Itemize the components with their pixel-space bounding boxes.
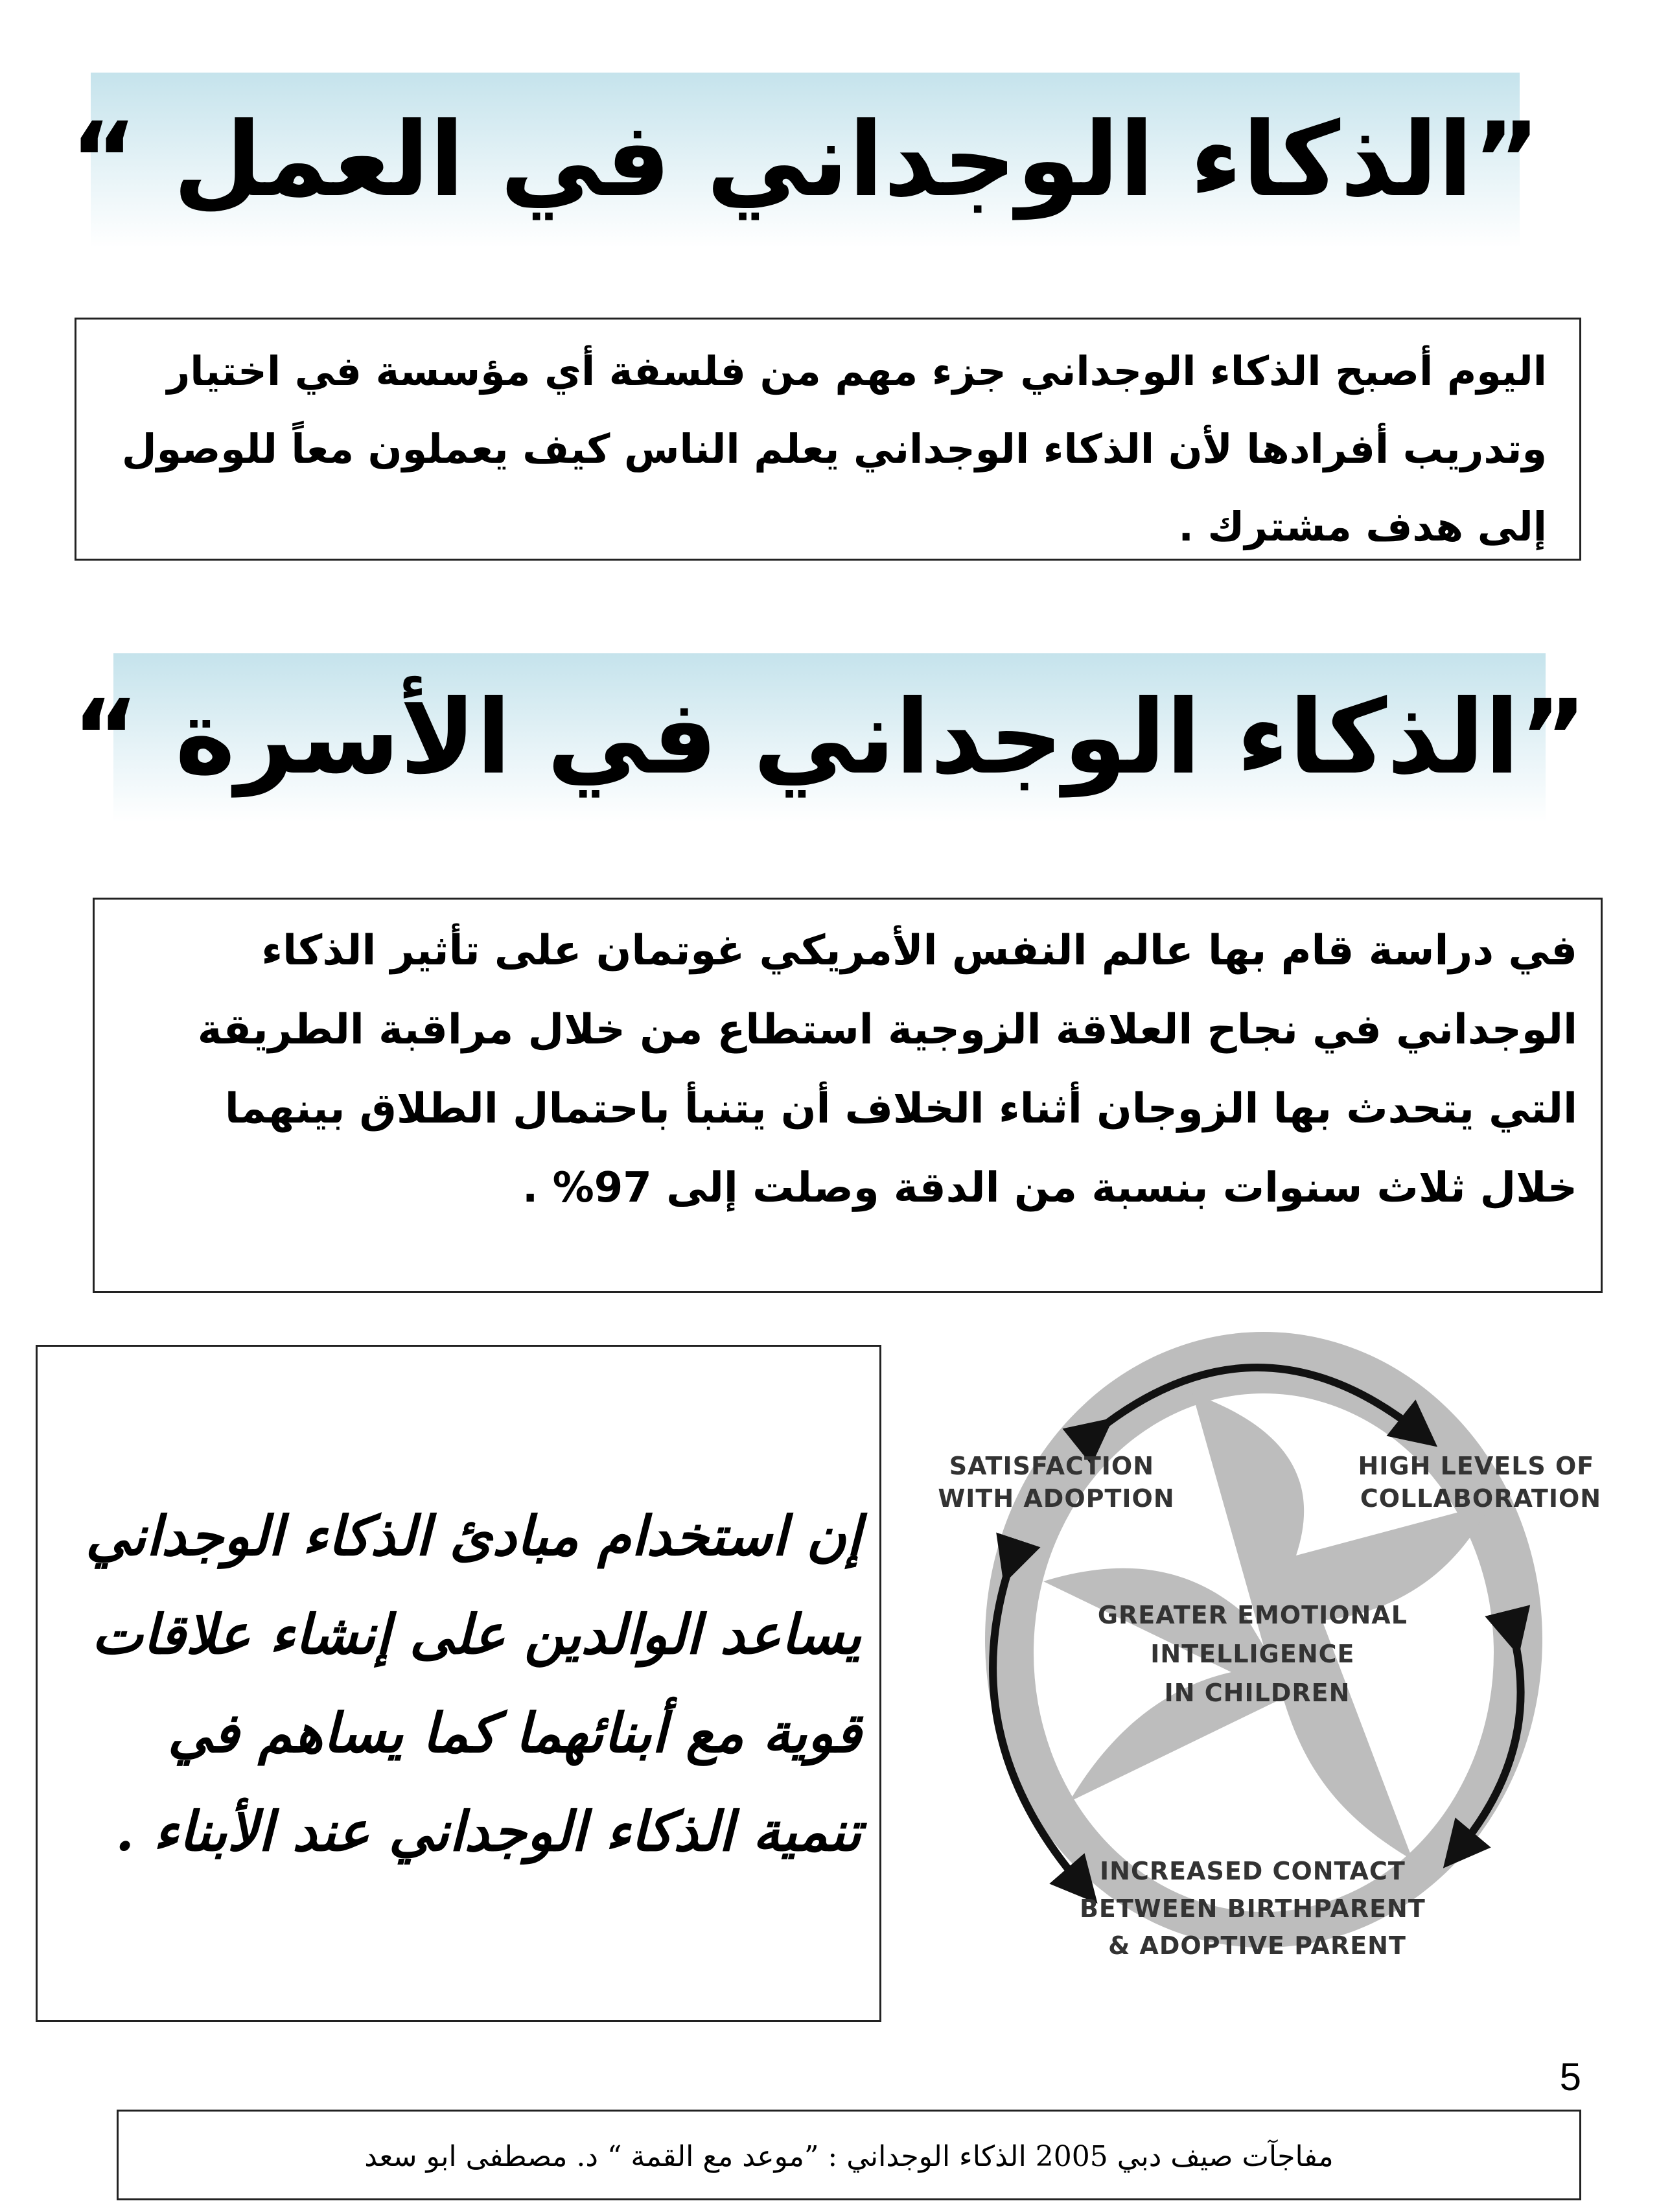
label-collaboration: HIGH LEVELS OF COLLABORATION [1358,1452,1602,1513]
footer-text: مفاجآت صيف دبي 2005 الذكاء الوجداني : ”موعد مع القمة “ د. مصطفى ابو سعد [364,2140,1334,2173]
principles-box [36,1345,881,2022]
label-satisfaction: SATISFACTION WITH ADOPTION [938,1452,1175,1513]
principles-paragraph: إن استخدام مبادئ الذكاء الوجداني يساعد الوالدين على إنشاء علاقات قوية مع أبنائهما كما يساهم في تنمية الذكاء الوجداني عند الأبناء . [86,1503,861,1863]
family-paragraph: في دراسة قام بها عالم النفس الأمريكي غوتمان على تأثير الذكاء الوجداني في نجاح العلاقة الزوجية استطاع من خلال مراقبة الطريقة التي يتحدث بها الزوجان أثناء الخلاف أن يتنبأ باحتمال الطلاق بينهما خلال ثلاث سنوات بنسبة من الدقة وصلت إلى 97% . [197,927,1577,1212]
adoption-cycle-diagram [938,1309,1602,1960]
banner-work-title: ”الذكاء الوجداني في العمل “ [70,100,1540,220]
work-paragraph: اليوم أصبح الذكاء الوجداني جزء مهم من فلسفة أي مؤسسة في اختيار وتدريب أفرادها لأن الذكاء الوجداني يعلم الناس كيف يعملون معاً للوصول إلى هدف مشترك . [121,347,1547,550]
page-number: 5 [1559,2055,1581,2099]
label-contact: INCREASED CONTACT BETWEEN BIRTHPARENT & ADOPTIVE PARENT [1079,1857,1426,1960]
footer-box [117,2110,1581,2200]
banner-family [72,653,1587,822]
work-paragraph-box [75,318,1581,561]
banner-work [70,73,1540,248]
banner-family-title: ”الذكاء الوجداني في الأسرة “ [72,678,1587,797]
label-center: GREATER EMOTIONAL INTELLIGENCE IN CHILDREN [1097,1601,1408,1707]
family-paragraph-box [93,898,1603,1293]
